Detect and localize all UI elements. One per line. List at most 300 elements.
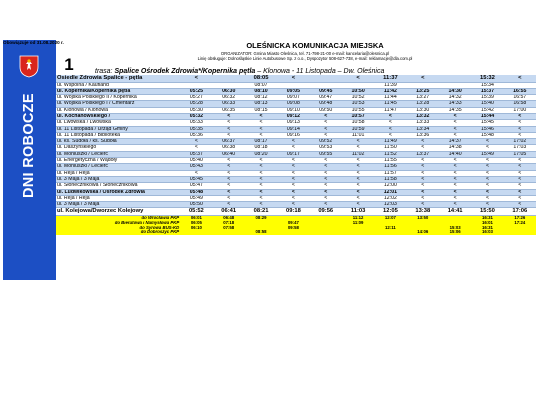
- departure-time: <: [471, 189, 503, 195]
- departure-time: 12:11: [374, 226, 406, 231]
- departure-time: <: [439, 120, 471, 126]
- departure-time: 15:40: [471, 101, 503, 107]
- departure-time: 10:52: [342, 95, 374, 101]
- departure-time: 11:58: [374, 176, 406, 182]
- departure-time: <: [180, 170, 212, 176]
- departure-time: 15:49: [471, 151, 503, 157]
- departure-time: 06:40: [213, 151, 245, 157]
- departure-time: 08:13: [245, 101, 277, 107]
- departure-time: 10:59: [342, 126, 374, 132]
- departure-time: 13:38: [407, 208, 439, 216]
- departure-time: <: [213, 176, 245, 182]
- stop-name: ul. 3 Maja / 3 Maja: [56, 176, 180, 182]
- departure-time: 10:55: [342, 107, 374, 113]
- departure-time: 08:15: [245, 107, 277, 113]
- departure-time: 06:38: [213, 145, 245, 151]
- departure-time: <: [407, 202, 439, 208]
- departure-time: <: [439, 170, 471, 176]
- departure-time: 16:58: [504, 101, 536, 107]
- departure-time: <: [504, 158, 536, 164]
- departure-time: 11:09: [342, 221, 374, 226]
- departure-time: 06:32: [213, 95, 245, 101]
- departure-time: <: [471, 170, 503, 176]
- departure-time: <: [213, 202, 245, 208]
- departure-time: 15:46: [471, 126, 503, 132]
- departure-time: <: [277, 176, 309, 182]
- departure-time: 09:08: [277, 101, 309, 107]
- departure-time: [342, 230, 374, 235]
- departure-time: <: [180, 75, 212, 82]
- departure-time: 16:57: [504, 95, 536, 101]
- departure-time: <: [342, 176, 374, 182]
- departure-time: <: [342, 170, 374, 176]
- departure-time: <: [374, 126, 406, 132]
- departure-time: 11:03: [342, 208, 374, 216]
- departure-time: <: [245, 120, 277, 126]
- departure-time: 14:37: [439, 139, 471, 145]
- departure-time: 08:17: [245, 139, 277, 145]
- departure-time: <: [245, 126, 277, 132]
- departure-time: <: [277, 145, 309, 151]
- departure-time: <: [213, 158, 245, 164]
- departure-time: <: [407, 75, 439, 82]
- departure-time: 06:37: [213, 139, 245, 145]
- stop-name: ul. Lwowska / Lwowska: [56, 120, 180, 126]
- stop-name: ul. Ludwikowska / Ośrodek Zdrowia: [56, 189, 180, 195]
- departure-time: 05:48: [180, 189, 212, 195]
- departure-time: <: [439, 113, 471, 119]
- departure-time: <: [310, 189, 342, 195]
- stop-row: [56, 75, 536, 82]
- departure-time: 17:02: [504, 139, 536, 145]
- departure-time: <: [439, 164, 471, 170]
- departure-time: 05:52: [180, 208, 212, 216]
- departure-time: 16:31: [471, 226, 503, 231]
- departure-time: <: [504, 126, 536, 132]
- departure-time: 08:10: [245, 88, 277, 94]
- stop-name: Osiedle Zdrowia Spalice - pętla: [56, 75, 180, 82]
- stop-name: ul. Daszyńskiego: [56, 145, 180, 151]
- departure-time: [310, 230, 342, 235]
- departure-time: <: [310, 164, 342, 170]
- departure-time: 11:57: [374, 170, 406, 176]
- stop-name: do Dobroszyc PKP: [56, 230, 180, 235]
- departure-time: <: [277, 170, 309, 176]
- departure-time: <: [245, 170, 277, 176]
- departure-time: 06:01: [180, 215, 212, 220]
- departure-time: 16:31: [471, 215, 503, 220]
- departure-time: 09:07: [277, 95, 309, 101]
- departure-time: 11:49: [374, 139, 406, 145]
- departure-time: <: [471, 145, 503, 151]
- departure-time: 05:32: [180, 113, 212, 119]
- route-label: trasa:: [95, 68, 113, 75]
- departure-time: <: [439, 202, 471, 208]
- departure-time: <: [407, 195, 439, 201]
- stop-name: ul. Reja / Reja: [56, 195, 180, 201]
- departure-time: <: [342, 158, 374, 164]
- departure-time: 09:05: [277, 88, 309, 94]
- departure-time: <: [342, 139, 374, 145]
- departure-time: 12:07: [374, 215, 406, 220]
- departure-time: 15:37: [471, 88, 503, 94]
- departure-time: <: [504, 195, 536, 201]
- departure-time: 10:57: [342, 113, 374, 119]
- departure-time: 17:24: [504, 221, 536, 226]
- departure-time: 17:03: [504, 145, 536, 151]
- departure-time: <: [245, 202, 277, 208]
- departure-time: 08:21: [245, 208, 277, 216]
- departure-time: <: [471, 139, 503, 145]
- day-type-label: [21, 148, 37, 198]
- departure-time: <: [374, 120, 406, 126]
- departure-time: 14:35: [439, 107, 471, 113]
- departure-time: 14:30: [439, 88, 471, 94]
- departure-time: 11:50: [374, 145, 406, 151]
- departure-time: 14:32: [439, 95, 471, 101]
- departure-time: <: [213, 195, 245, 201]
- departure-time: 09:12: [277, 113, 309, 119]
- departure-time: <: [374, 132, 406, 138]
- departure-time: <: [504, 132, 536, 138]
- departure-time: 14:33: [439, 101, 471, 107]
- departure-time: 05:27: [180, 95, 212, 101]
- departure-time: <: [310, 202, 342, 208]
- departure-time: 14:41: [439, 208, 471, 216]
- departure-time: <: [245, 195, 277, 201]
- stop-name: ul. Kolejowa/Dworzec Kolejowy: [56, 208, 180, 216]
- departure-time: 11:42: [374, 88, 406, 94]
- departure-time: <: [439, 158, 471, 164]
- departure-time: <: [504, 176, 536, 182]
- departure-time: <: [180, 139, 212, 145]
- departure-time: 14:38: [439, 145, 471, 151]
- departure-time: 13:34: [407, 126, 439, 132]
- stop-name: do Bierutowa i Namysłowa PKP: [56, 221, 180, 226]
- departure-time: 13:37: [407, 151, 439, 157]
- departure-time: <: [213, 170, 245, 176]
- stop-name: ul. Moniuszki / Leclerc: [56, 151, 180, 157]
- departure-time: 05:50: [180, 202, 212, 208]
- departure-time: 09:52: [310, 139, 342, 145]
- departure-time: <: [310, 132, 342, 138]
- departure-time: 05:35: [180, 126, 212, 132]
- departure-time: <: [277, 202, 309, 208]
- departure-time: [180, 230, 212, 235]
- departure-time: 05:28: [180, 101, 212, 107]
- departure-time: 11:45: [374, 101, 406, 107]
- departure-time: 16:01: [471, 221, 503, 226]
- departure-time: <: [213, 164, 245, 170]
- departure-time: 16:03: [471, 230, 503, 235]
- departure-time: 05:45: [180, 176, 212, 182]
- stop-name: ul. Moniuszki / Leclerc: [56, 164, 180, 170]
- stop-name: ul. 3 Maja / 3 Maja: [56, 202, 180, 208]
- departure-time: 13:28: [407, 101, 439, 107]
- departure-time: 11:39: [374, 82, 406, 88]
- departure-time: 08:20: [245, 151, 277, 157]
- departure-time: 13:27: [407, 95, 439, 101]
- departure-time: [213, 230, 245, 235]
- departure-time: <: [504, 183, 536, 189]
- departure-time: [277, 230, 309, 235]
- departure-time: 09:58: [277, 226, 309, 231]
- departure-time: <: [439, 132, 471, 138]
- departure-time: 11:12: [342, 215, 374, 220]
- stop-name: do Wrocławia PKP: [56, 215, 180, 220]
- departure-time: <: [180, 145, 212, 151]
- departure-time: 17:26: [504, 215, 536, 220]
- departure-time: 09:17: [277, 151, 309, 157]
- departure-time: <: [277, 183, 309, 189]
- departure-time: 06:48: [213, 215, 245, 220]
- departure-time: 09:47: [310, 95, 342, 101]
- departure-time: [374, 230, 406, 235]
- departure-time: 09:13: [277, 120, 309, 126]
- departure-time: 08:05: [245, 75, 277, 82]
- departure-time: <: [471, 202, 503, 208]
- departure-time: 08:18: [245, 145, 277, 151]
- departure-time: 09:53: [310, 145, 342, 151]
- departure-time: <: [245, 158, 277, 164]
- departure-time: 15:42: [471, 107, 503, 113]
- departure-time: 09:45: [310, 88, 342, 94]
- stop-name: ul. Kopernika/Kopernika pętla: [56, 88, 180, 94]
- departure-time: 06:10: [180, 226, 212, 231]
- departure-time: <: [342, 189, 374, 195]
- stop-name: ul. 11 Listopada / Urząd Gminy: [56, 126, 180, 132]
- departure-time: <: [407, 170, 439, 176]
- departure-time: [504, 230, 536, 235]
- departure-time: 13:50: [407, 215, 439, 220]
- departure-time: <: [213, 113, 245, 119]
- departure-time: 08:58: [245, 230, 277, 235]
- departure-time: 16:55: [504, 88, 536, 94]
- departure-time: <: [407, 158, 439, 164]
- departure-time: <: [310, 195, 342, 201]
- departure-time: 06:41: [213, 208, 245, 216]
- departure-time: 12:00: [374, 183, 406, 189]
- departure-time: [310, 75, 342, 82]
- departure-time: 06:30: [213, 88, 245, 94]
- departure-time: 05:36: [180, 132, 212, 138]
- operator-line: Linię obsługuje: Dolnośląskie Linie Autobusowe Sp. z o.o., Dyspozytor 508-627-738, e-mail: reklamacje@dla.com.pl: [197, 56, 413, 61]
- departure-time: <: [471, 164, 503, 170]
- departure-time: [213, 75, 245, 82]
- departure-time: <: [277, 158, 309, 164]
- departure-time: <: [439, 195, 471, 201]
- stop-name: ul. 11 Listopada / Biblioteka: [56, 132, 180, 138]
- departure-time: 09:16: [277, 132, 309, 138]
- departure-time: <: [471, 176, 503, 182]
- departure-time: <: [439, 183, 471, 189]
- departure-time: 09:14: [277, 126, 309, 132]
- departure-time: 09:50: [310, 107, 342, 113]
- departure-time: 05:25: [180, 88, 212, 94]
- departure-time: 09:10: [277, 107, 309, 113]
- operator-title: OLEŚNICKA KOMUNIKACJA MIEJSKA: [246, 41, 384, 50]
- departure-time: 15:03: [439, 226, 471, 231]
- departure-time: <: [342, 183, 374, 189]
- departure-time: 15:32: [471, 75, 503, 82]
- stop-name: ul. Wojska Polskiego II / Kopernika: [56, 95, 180, 101]
- departure-time: 14:40: [439, 151, 471, 157]
- departure-time: <: [342, 75, 374, 82]
- departure-time: <: [245, 113, 277, 119]
- departure-time: <: [277, 189, 309, 195]
- departure-time: <: [213, 132, 245, 138]
- departure-time: <: [504, 164, 536, 170]
- departure-time: 05:49: [180, 195, 212, 201]
- departure-time: <: [342, 145, 374, 151]
- departure-time: 12:03: [374, 202, 406, 208]
- stop-row: [56, 208, 536, 216]
- departure-time: 15:44: [471, 113, 503, 119]
- stop-name: ul. Reja / Reja: [56, 170, 180, 176]
- departure-time: 11:02: [342, 151, 374, 157]
- departure-time: 05:37: [180, 151, 212, 157]
- departure-time: <: [504, 189, 536, 195]
- stop-name: ul. Wspólna / Kaufland: [56, 82, 180, 88]
- departure-time: <: [407, 176, 439, 182]
- departure-time: 14:06: [407, 230, 439, 235]
- departure-time: <: [374, 113, 406, 119]
- departure-time: 11:56: [374, 164, 406, 170]
- departure-time: 17:06: [504, 208, 536, 216]
- departure-time: 07:18: [213, 221, 245, 226]
- departure-time: 12:05: [374, 208, 406, 216]
- departure-time: <: [310, 120, 342, 126]
- departure-time: <: [439, 126, 471, 132]
- departure-time: <: [471, 158, 503, 164]
- departure-time: <: [504, 170, 536, 176]
- departure-time: <: [439, 189, 471, 195]
- departure-time: <: [342, 202, 374, 208]
- route-number: 1: [64, 55, 74, 74]
- departure-time: <: [342, 195, 374, 201]
- departure-time: <: [407, 145, 439, 151]
- departure-time: <: [342, 164, 374, 170]
- departure-time: 15:39: [471, 95, 503, 101]
- stop-name: ul. Energetyczna / Wądoły: [56, 158, 180, 164]
- timetable-body: [56, 75, 536, 235]
- departure-time: 06:33: [213, 101, 245, 107]
- departure-time: <: [245, 189, 277, 195]
- departure-time: 06:05: [180, 221, 212, 226]
- departure-time: 17:05: [504, 151, 536, 157]
- departure-time: 05:47: [180, 183, 212, 189]
- departure-time: 05:40: [180, 158, 212, 164]
- departure-time: 17:00: [504, 107, 536, 113]
- departure-time: 11:37: [374, 75, 406, 82]
- departure-time: <: [213, 183, 245, 189]
- city-crest-icon: [19, 55, 39, 78]
- departure-time: 11:55: [374, 158, 406, 164]
- departure-time: 10:53: [342, 101, 374, 107]
- departure-time: <: [407, 183, 439, 189]
- departure-time: <: [277, 139, 309, 145]
- departure-time: [439, 75, 471, 82]
- departure-time: <: [310, 126, 342, 132]
- departure-time: 15:45: [471, 120, 503, 126]
- departure-time: <: [245, 164, 277, 170]
- timetable: [56, 75, 536, 235]
- departure-time: <: [245, 183, 277, 189]
- departure-time: 10:58: [342, 120, 374, 126]
- departure-time: 15:48: [471, 132, 503, 138]
- departure-time: 09:47: [277, 221, 309, 226]
- departure-time: <: [213, 189, 245, 195]
- departure-time: 11:44: [374, 95, 406, 101]
- departure-time: <: [471, 183, 503, 189]
- departure-time: 08:12: [245, 95, 277, 101]
- departure-time: 08:29: [245, 215, 277, 220]
- departure-time: <: [504, 75, 536, 82]
- departure-time: <: [277, 164, 309, 170]
- departure-time: 13:33: [407, 120, 439, 126]
- departure-time: 07:58: [213, 226, 245, 231]
- route-main: Spalice Ośrodek Zdrowia*/Kopernika pętla: [114, 68, 256, 75]
- departure-time: <: [471, 195, 503, 201]
- departure-time: <: [504, 202, 536, 208]
- departure-time: 15:50: [471, 208, 503, 216]
- departure-time: 12:01: [374, 189, 406, 195]
- departure-time: 13:36: [407, 132, 439, 138]
- route-rest: – Klonowa - 11 Listopada – Dw. Oleśnica: [255, 68, 385, 75]
- departure-time: 05:30: [180, 107, 212, 113]
- departure-time: 09:55: [310, 151, 342, 157]
- departure-time: 09:18: [277, 208, 309, 216]
- stop-name: ul. ks. Sudoła / ks. Sudoła: [56, 139, 180, 145]
- departure-time: <: [310, 176, 342, 182]
- departure-time: 05:33: [180, 120, 212, 126]
- departure-time: 15:34: [471, 82, 503, 88]
- stop-name: do Syrowa BUS-KD: [56, 226, 180, 231]
- stop-name: ul. Słonecznikowa / Słonecznikowa: [56, 183, 180, 189]
- stop-name: ul. Wojska Polskiego I / Cmentarz: [56, 101, 180, 107]
- departure-time: 06:35: [213, 107, 245, 113]
- departure-time: 08:07: [245, 82, 277, 88]
- departure-time: 05:43: [180, 164, 212, 170]
- departure-time: 11:01: [342, 132, 374, 138]
- departure-time: 13:25: [407, 88, 439, 94]
- departure-time: <: [310, 170, 342, 176]
- departure-time: <: [504, 120, 536, 126]
- validity-date: Obowiązuje od 31.08.2020 r.: [3, 40, 64, 45]
- departure-time: 13:32: [407, 113, 439, 119]
- route-description: [95, 68, 535, 75]
- connection-row: [56, 230, 536, 235]
- departure-time: <: [407, 139, 439, 145]
- departure-time: 13:30: [407, 107, 439, 113]
- departure-time: <: [213, 120, 245, 126]
- departure-time: 10:50: [342, 88, 374, 94]
- departure-time: <: [277, 75, 309, 82]
- departure-time: 15:06: [439, 230, 471, 235]
- departure-time: 11:52: [374, 151, 406, 157]
- departure-time: <: [407, 164, 439, 170]
- departure-time: <: [245, 176, 277, 182]
- stop-name: ul. Kochanowskiego /: [56, 113, 180, 119]
- departure-time: <: [407, 189, 439, 195]
- organizer-line: ORGANIZATOR: Gmina Miasto Oleśnica, tel. 71-798-21-00 e-mail: kancelaria@olesnica.pl: [220, 51, 390, 56]
- departure-time: <: [245, 132, 277, 138]
- departure-time: 09:48: [310, 101, 342, 107]
- departure-time: <: [310, 183, 342, 189]
- departure-time: <: [504, 113, 536, 119]
- departure-time: 09:56: [310, 208, 342, 216]
- departure-time: <: [439, 176, 471, 182]
